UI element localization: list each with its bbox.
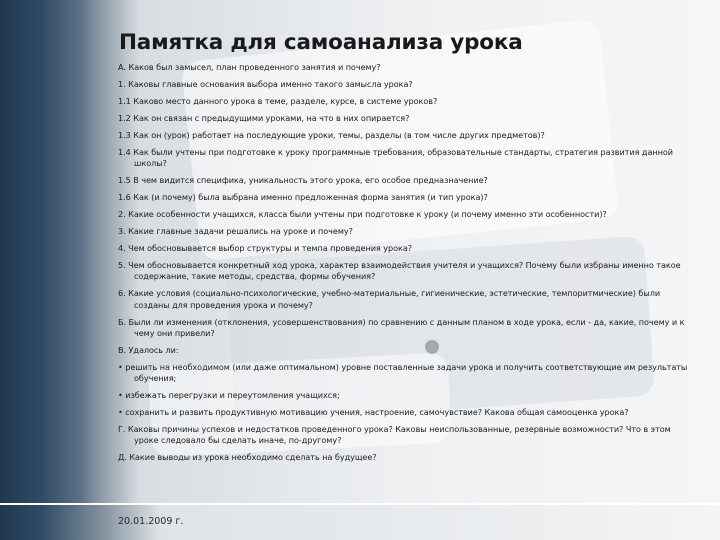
slide-title: Памятка для самоанализа урока <box>119 30 523 55</box>
list-item: 4. Чем обосновывается выбор структуры и темпа проведения урока? <box>118 243 412 254</box>
list-item: • сохранить и развить продуктивную мотивацию учения, настроение, самочувствие? Какова общая самооценка урока? <box>118 407 629 418</box>
list-item: 1. Каковы главные основания выбора именно такого замысла урока? <box>118 79 413 89</box>
list-item: 1.3 Как он (урок) работает на последующие уроки, темы, разделы (в том числе других предметов)? <box>118 130 545 140</box>
list-item: Г. Каковы причины успехов и недостатков проведенного урока? Каковы неиспользованные, резервные возможности? Что в этом уроке следовало бы сделать иначе, по-другому? <box>118 424 671 446</box>
footer-band <box>0 503 720 540</box>
list-item: Д. Какие выводы из урока необходимо сделать на будущее? <box>118 452 377 463</box>
list-item: 6. Какие условия (социально-психологические, учебно-материальные, гигиенические, эстетические, темпоритмические) были созданы для проведения урока и почему? <box>118 288 661 310</box>
memo-list <box>118 62 696 469</box>
list-item: 3. Какие главные задачи решались на уроке и почему? <box>118 226 353 237</box>
list-item: 1.1 Каково место данного урока в теме, разделе, курсе, в системе уроков? <box>118 96 438 106</box>
list-item: 1.5 В чем видится специфика, уникальность этого урока, его особое предназначение? <box>118 175 488 186</box>
list-item: 1.6 Как (и почему) была выбрана именно предложенная форма занятия (и тип урока)? <box>118 192 488 203</box>
list-item: А. Каков был замысел, план проведенного занятия и почему? <box>118 62 381 72</box>
list-item: 1.2 Как он связан с предыдущими уроками, на что в них опирается? <box>118 113 410 123</box>
footer-date: 20.01.2009 г. <box>118 516 184 527</box>
list-item: • избежать перегрузки и переутомления учащихся; <box>118 390 340 401</box>
list-item: 5. Чем обосновывается конкретный ход урока, характер взаимодействия учителя и учащихся? Почему были избраны именно такое содержание, такие методы, средства, формы обучения? <box>118 260 681 282</box>
list-item: • решить на необходимом (или даже оптимальном) уровне поставленные задачи урока и получить соответствующие им результаты обучения; <box>118 361 688 384</box>
list-item: 2. Какие особенности учащихся, класса были учтены при подготовке к уроку (и почему именно эти особенности)? <box>118 209 607 220</box>
list-item: 1.4 Как были учтены при подготовке к уроку программные требования, образовательные стандарты, стратегия развития данной школы? <box>118 147 673 169</box>
list-item: Б. Были ли изменения (отклонения, усовершенствования) по сравнению с данным планом в ходе урока, если - да, какие, почему и к чему они привели? <box>118 316 685 338</box>
list-item: В. Удалось ли: <box>118 344 179 355</box>
